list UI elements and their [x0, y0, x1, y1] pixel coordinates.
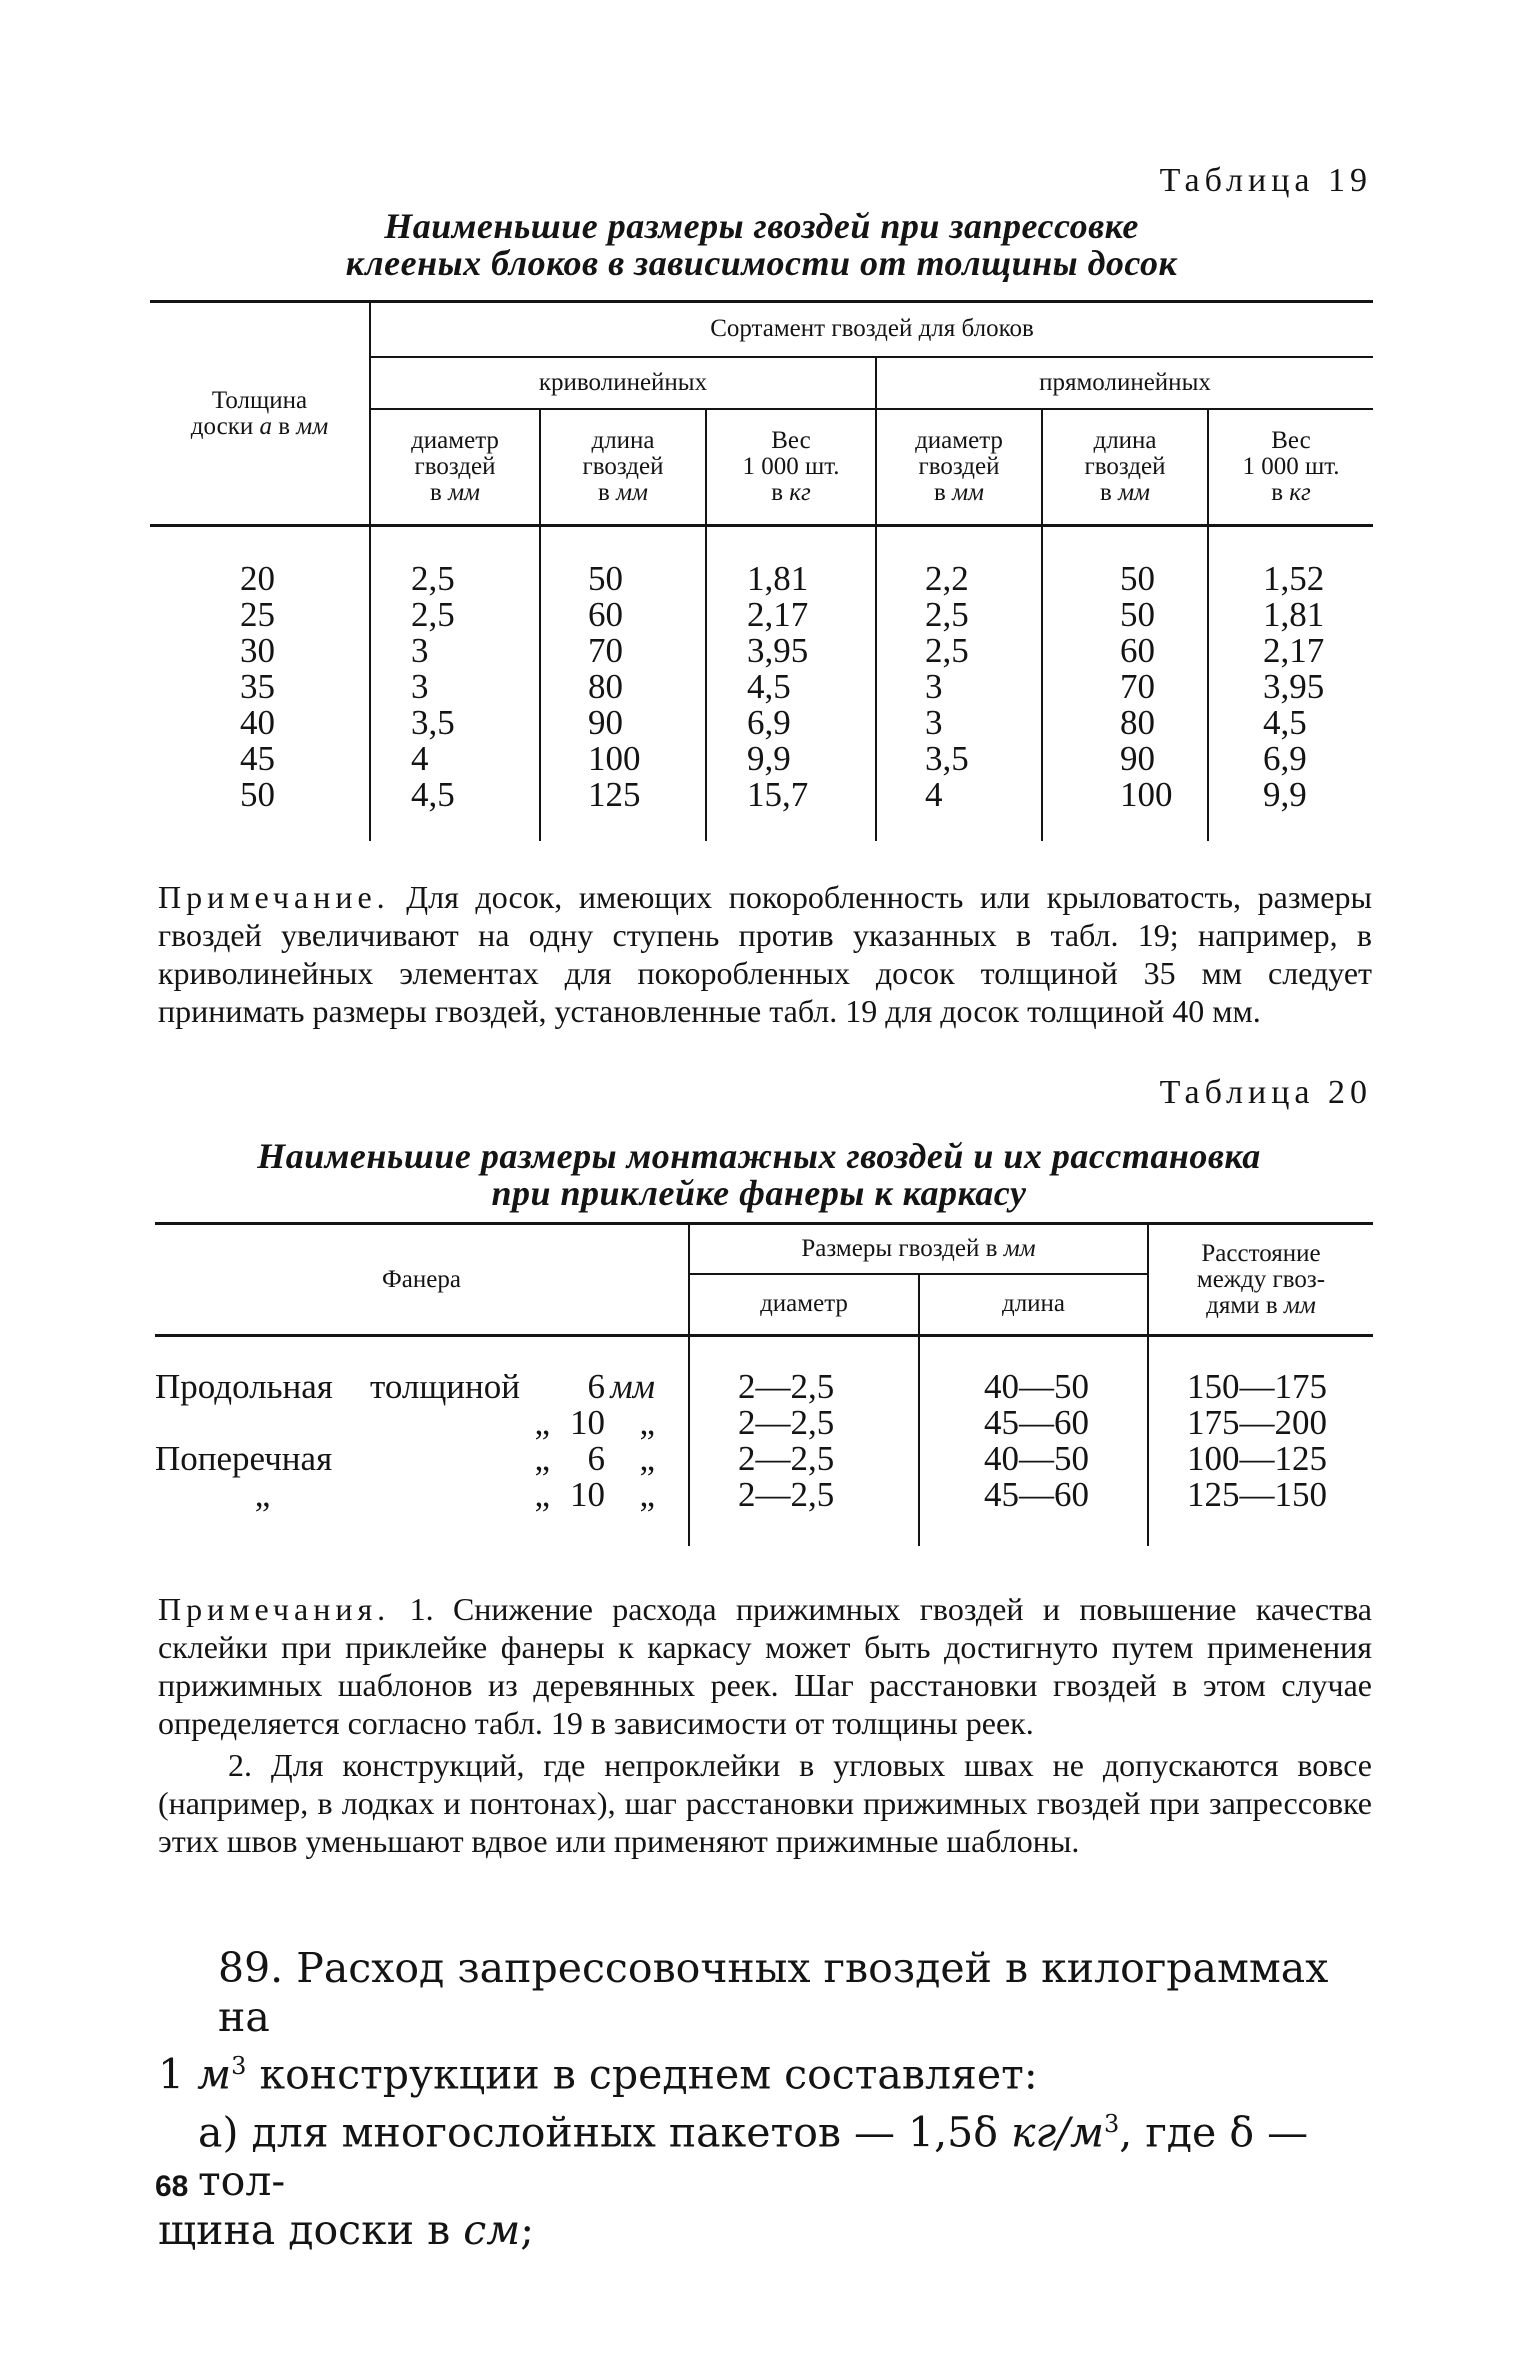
column-thickness: 20 25 30 35 40 45 50	[240, 559, 275, 814]
plywood-row: Поперечная „ 6 „	[155, 1439, 655, 1478]
column-straight-diameter: 2,2 2,5 2,5 3 3 3,5 4	[876, 526, 1042, 841]
table-19-title-line-1: Наименьшие размеры гвоздей при запрессовке	[384, 206, 1139, 246]
header-nail-sizes: Размеры гвоздей в мм	[689, 1224, 1148, 1274]
header-straight-weight: Вес 1 000 шт. в кг	[1208, 409, 1373, 526]
header-straight: прямолинейных	[876, 357, 1373, 409]
column-straight-length: 50 50 60 70 80 90 100	[1042, 526, 1208, 841]
column-length: 40—50 45—60 40—50 45—60	[919, 1336, 1148, 1546]
header-assortment: Сортамент гвоздей для блоков	[370, 302, 1373, 357]
page-number: 68	[155, 2170, 189, 2203]
table-20-title-line-1: Наименьшие размеры монтажных гвоздей и их расстановка	[257, 1136, 1261, 1176]
plywood-row: „ „ 10 „	[254, 1475, 655, 1514]
table-20-label: Таблица 20	[1159, 1074, 1372, 1111]
table-19	[150, 300, 1373, 841]
column-curved-length: 50 60 70 80 90 100 125	[540, 526, 706, 841]
header-distance: Расстояние между гвоз- дями в мм	[1148, 1224, 1373, 1336]
header-curved-weight: Вес 1 000 шт. в кг	[706, 409, 876, 526]
section-89	[158, 1944, 1372, 2255]
section-89-line-1: 89. Расход запрессовочных гвоздей в килограммах на	[218, 1944, 1329, 2041]
table-19-title	[150, 208, 1373, 282]
header-curved: криволинейных	[370, 357, 876, 409]
table-20	[155, 1222, 1373, 1546]
table-20-title	[150, 1138, 1368, 1212]
notes-20-paragraph-1: Примечания. 1. Снижение расхода прижимных гвоздей и повышение качества склейки при приклейке фанеры к каркасу может быть достигнуто путем применения прижимных шаблонов из деревянных реек. Шаг расстановки гвоздей в этом случае определяется согласно табл. 19 в зависимости от толщины реек.	[158, 1591, 1373, 1741]
table-19-title-line-2: клееных блоков в зависимости от толщины досок	[345, 243, 1178, 283]
column-distance: 150—175 175—200 100—125 125—150	[1148, 1336, 1373, 1546]
header-thickness: Толщина доски a в мм	[150, 302, 370, 526]
plywood-row: Продольная толщиной 6 мм	[155, 1367, 655, 1406]
table-20-title-line-2: при приклейке фанеры к каркасу	[491, 1173, 1027, 1213]
table-19-label: Таблица 19	[1159, 162, 1372, 199]
header-diameter: диаметр	[689, 1274, 919, 1336]
section-89-line-2: 1 $м^3$ конструкции в среднем составляет:	[158, 2050, 1038, 2099]
column-diameter: 2—2,5 2—2,5 2—2,5 2—2,5	[689, 1336, 919, 1546]
note-19-text: Для досок, имеющих покоробленность или крыловатость, размеры гвоздей увеличивают на одну ступень против указанных в табл. 19; например, в криволинейных элементах для покоробленных досок толщиной 35 мм следует принимать размеры гвоздей, установленные табл. 19 для досок толщиной 40 мм.	[158, 879, 1373, 1029]
header-curved-diameter: диаметр гвоздей в мм	[370, 409, 540, 526]
header-plywood: Фанера	[155, 1224, 689, 1336]
notes-20-paragraph-2: 2. Для конструкций, где непроклейки в угловых швах не допускаются вовсе (например, в лодках и понтонах), шаг расстановки прижимных гвоздей при запрессовке этих швов уменьшают вдвое или применяют прижимные шаблоны.	[158, 1747, 1372, 1859]
section-89-line-4: щина доски в см;	[158, 2206, 535, 2255]
header-length: длина	[919, 1274, 1148, 1336]
column-straight-weight: 1,52 1,81 2,17 3,95 4,5 6,9 9,9	[1208, 526, 1373, 841]
notes-20	[158, 1590, 1372, 1860]
column-curved-diameter: 2,5 2,5 3 3 3,5 4 4,5	[370, 526, 540, 841]
note-19-label: Примечание.	[158, 879, 390, 915]
section-89-line-3: а) для многослойных пакетов — 1,5δ $кг/м^3$, где δ — тол-	[198, 2108, 1309, 2206]
header-curved-length: длина гвоздей в мм	[540, 409, 706, 526]
header-straight-length: длина гвоздей в мм	[1042, 409, 1208, 526]
column-curved-weight: 1,81 2,17 3,95 4,5 6,9 9,9 15,7	[706, 526, 876, 841]
header-straight-diameter: диаметр гвоздей в мм	[876, 409, 1042, 526]
column-plywood-type	[155, 1336, 689, 1546]
note-19	[158, 878, 1372, 1030]
plywood-row: „ 10 „	[534, 1403, 655, 1442]
